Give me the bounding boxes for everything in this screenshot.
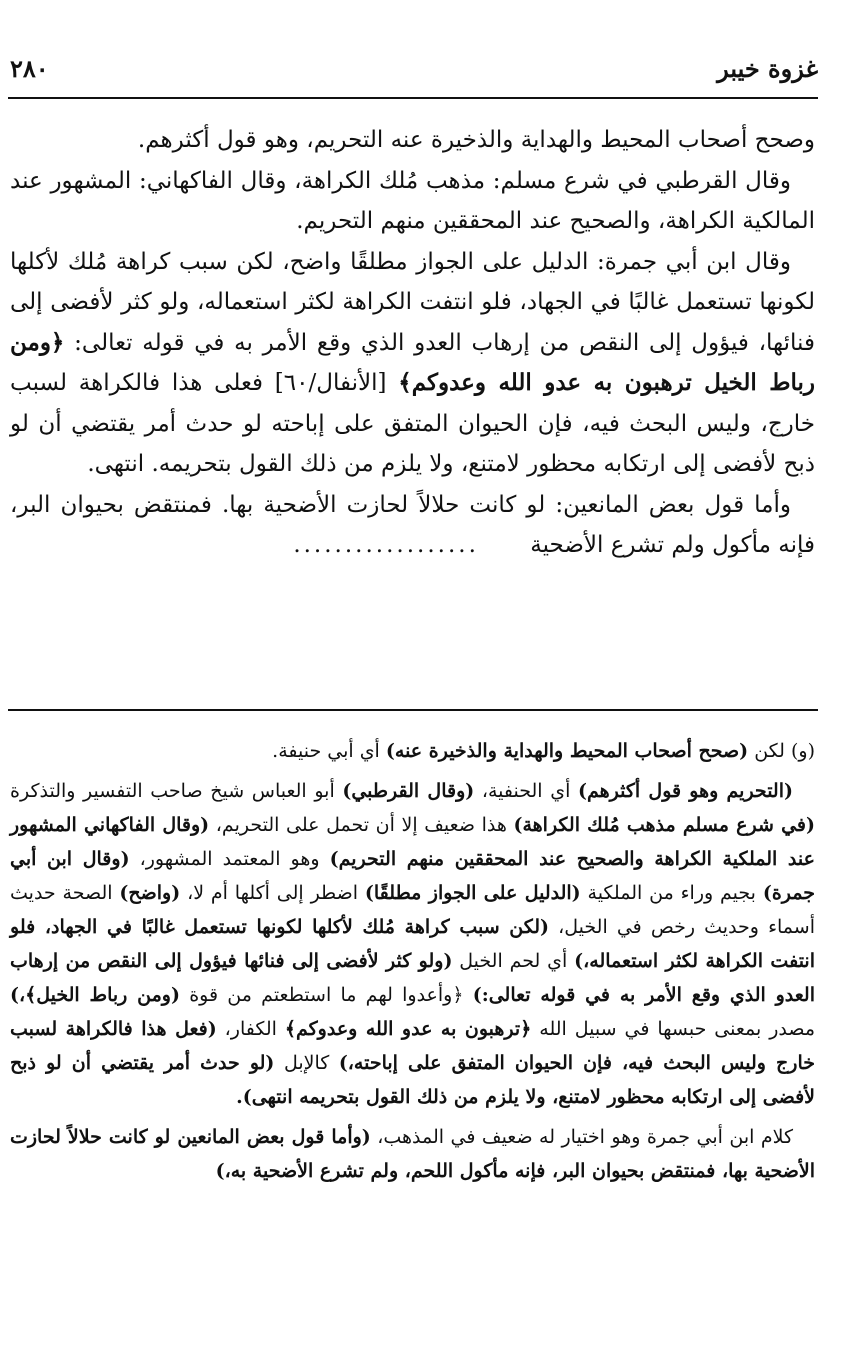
- commentary-paragraph: [10, 734, 815, 768]
- quoted-text: (ولو كثر لأفضى إلى فنائها فيؤول إلى النقص من إرهاب العدو الذي وقع الأمر به في قوله تعالى:): [10, 950, 815, 1006]
- commentary-segment: كالإبل: [274, 1052, 339, 1074]
- quoted-text: (الدليل على الجواز مطلقًا): [364, 882, 581, 904]
- commentary-text: [10, 734, 815, 1194]
- quoted-text: (التحريم وهو قول أكثرهم): [578, 780, 793, 802]
- main-paragraph: [10, 161, 815, 242]
- quoted-text: (ومن رباط الخيل﴾،): [10, 984, 180, 1006]
- commentary-segment: الكفار،: [216, 1018, 285, 1040]
- main-text-segment: وأما قول بعض المانعين: لو كانت حلالاً لحازت الأضحية بها. فمنتقض بحيوان البر، فإنه مأكول ولم تشرع الأضحية: [10, 491, 815, 558]
- commentary-segment: أي أبي حنيفة.: [272, 740, 386, 762]
- continuation-dots: ..................: [293, 532, 479, 558]
- commentary-segment: (و) لكن: [748, 740, 815, 762]
- commentary-paragraph: [10, 774, 815, 1114]
- commentary-segment: أبو العباس شيخ صاحب التفسير والتذكرة: [10, 780, 343, 802]
- header-divider: [8, 97, 818, 99]
- page-number: ٢٨٠: [10, 54, 49, 83]
- quoted-text: (وقال ابن أبي جمرة): [10, 848, 815, 904]
- main-text-segment: [الأنفال/٦٠] فعلى هذا فالكراهة لسبب خارج، وليس البحث فيه، فإن الحيوان المتفق على إباحته لو حدث أمر يقتضي أن لو ذبح لأفضى إلى ارتكابه محظور لامتنع، ولا يلزم من ذلك القول بتحريمه. انتهى.: [10, 370, 815, 477]
- main-text-segment: وقال القرطبي في شرع مسلم: مذهب مُلك الكراهة، وقال الفاكهاني: المشهور عند المالكية الكراهة، والصحيح عند المحققين منهم التحريم.: [10, 167, 815, 234]
- quoted-text: (وأما قول بعض المانعين لو كانت حلالاً لحازت الأضحية بها، فمنتقض بحيوان البر، فإنه مأكول اللحم، ولم تشرع الأضحية به،): [10, 1126, 815, 1182]
- quoted-text: (واضح): [119, 882, 181, 904]
- main-paragraph: [10, 120, 815, 161]
- commentary-segment: هذا ضعيف إلا أن تحمل على التحريم،: [209, 814, 514, 836]
- commentary-paragraph: [10, 1120, 815, 1188]
- commentary-segment: أي الحنفية،: [474, 780, 578, 802]
- main-text: [10, 120, 815, 566]
- commentary-segment: بجيم وراء من الملكية: [580, 882, 763, 904]
- commentary-segment: كلام ابن أبي جمرة وهو اختيار له ضعيف في المذهب،: [370, 1126, 793, 1148]
- commentary-segment: الصحة حديث أسماء وحديث رخص في الخيل،: [10, 882, 815, 938]
- commentary-segment: ﴿وأعدوا لهم ما استطعتم من قوة: [179, 984, 473, 1006]
- quoted-text: (لكن سبب كراهة مُلك لأكلها لكونها تستعمل غالبًا في الجهاد، فلو انتفت الكراهة لكثر استعماله،): [10, 916, 815, 972]
- quran-verse: ﴿ومن رباط الخيل ترهبون به عدو الله وعدوكم﴾: [10, 328, 816, 396]
- quoted-text: (وقال القرطبي): [342, 780, 475, 802]
- commentary-segment: مصدر بمعنى حبسها في سبيل الله: [531, 1018, 816, 1040]
- commentary-divider: [8, 709, 818, 711]
- commentary-segment: أي لحم الخيل: [452, 950, 575, 972]
- commentary-segment: وهو المعتمد المشهور،: [129, 848, 330, 870]
- commentary-segment: اضطر إلى أكلها أم لا،: [180, 882, 365, 904]
- main-paragraph: [10, 242, 815, 485]
- quoted-text: (في شرع مسلم مذهب مُلك الكراهة): [513, 814, 815, 836]
- chapter-title: غزوة خيبر: [717, 54, 818, 83]
- quoted-text: (وقال الفاكهاني المشهور عند الملكية الكراهة والصحيح عند المحققين منهم التحريم): [10, 814, 815, 870]
- quoted-text: (فعل هذا فالكراهة لسبب خارج وليس البحث فيه، فإن الحيوان المتفق على إباحته،): [10, 1018, 816, 1074]
- main-paragraph: [10, 485, 815, 566]
- main-text-segment: وقال ابن أبي جمرة: الدليل على الجواز مطلقًا واضح، لكن سبب كراهة مُلك لأكلها لكونها تستعمل غالبًا في الجهاد، فلو انتفت الكراهة لكثر استعماله، ولو كثر لأفضى إلى فنائها، فيؤول إلى النقص من إرهاب العدو الذي وقع الأمر به في قوله تعالى:: [10, 248, 815, 356]
- main-text-segment: وصحح أصحاب المحيط والهداية والذخيرة عنه التحريم، وهو قول أكثرهم.: [137, 127, 815, 153]
- quoted-text: (لو حدث أمر يقتضي أن لو ذبح لأفضى إلى ارتكابه محظور لامتنع، ولا يلزم من ذلك القول بتحريمه انتهى).: [10, 1052, 815, 1108]
- quoted-text: (صحح أصحاب المحيط والهداية والذخيرة عنه): [385, 740, 749, 762]
- page-header: [10, 44, 818, 104]
- quran-verse: ﴿ترهبون به عدو الله وعدوكم﴾: [284, 1018, 532, 1040]
